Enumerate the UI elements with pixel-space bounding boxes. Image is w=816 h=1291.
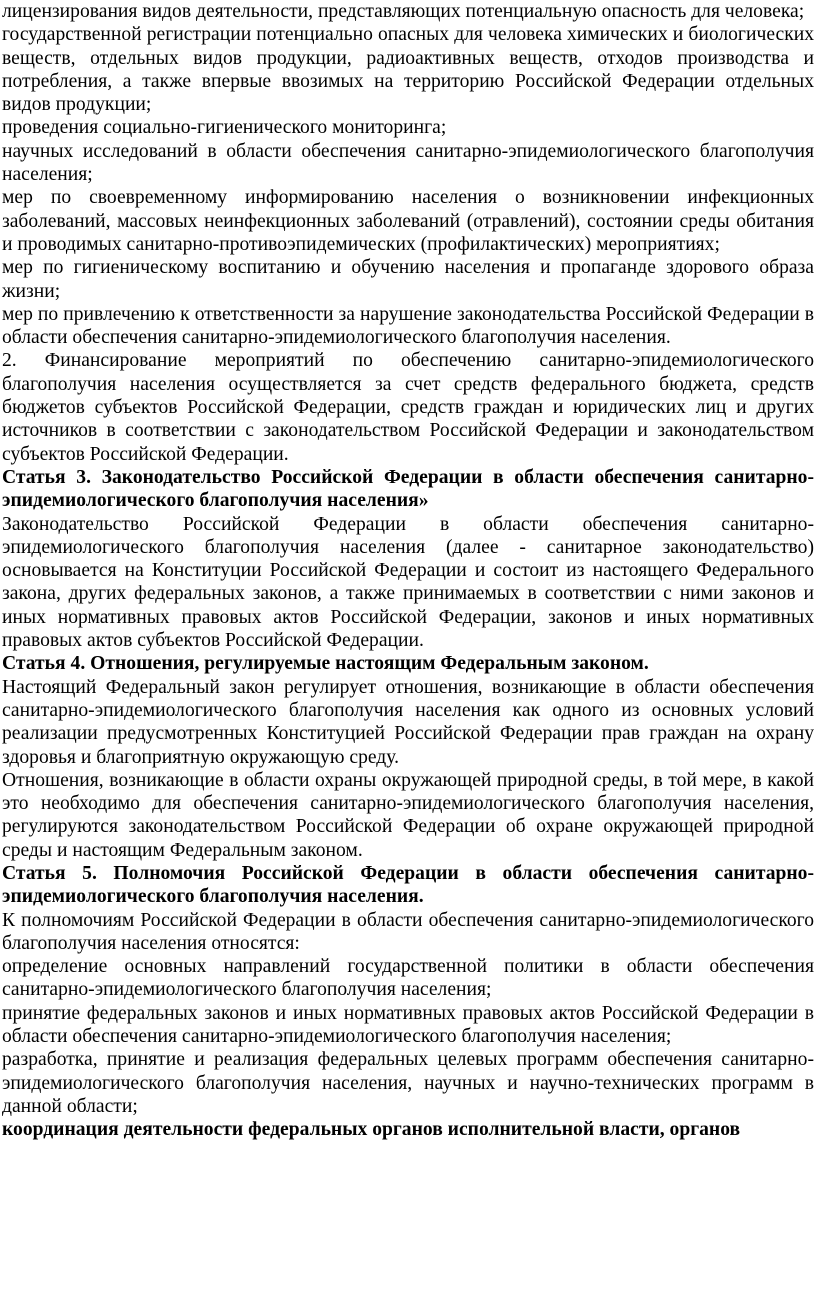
article-3-heading: Статья 3. Законодательство Российской Федерации в области обеспечения санитарно-эпидемиологического благополучия населения»	[2, 466, 814, 512]
paragraph-financing: 2. Финансирование мероприятий по обеспечению санитарно-эпидемиологического благополучия населения осуществляется за счет средств федерального бюджета, средств бюджетов субъектов Российской Федерации, средств граждан и юридических лиц и других источников в соответствии с законодательством Российской Федерации и законодательством субъектов Российской Федерации.	[2, 350, 814, 465]
paragraph-liability: мер по привлечению к ответственности за нарушение законодательства Российской Федерации в области обеспечения санитарно-эпидемиологического благополучия населения.	[2, 303, 814, 349]
paragraph-licensing: лицензирования видов деятельности, представляющих потенциальную опасность для человека;	[2, 1, 805, 22]
article-4-body-2: Отношения, возникающие в области охраны окружающей природной среды, в той мере, в какой это необходимо для обеспечения санитарно-эпидемиологического благополучия населения, регулируются законодательством Российской Федерации об охране окружающей природной среды и настоящим Федеральным законом.	[2, 769, 814, 861]
paragraph-informing-population: мер по своевременному информированию населения о возникновении инфекционных заболеваний, массовых неинфекционных заболеваний (отравлений), состоянии среды обитания и проводимых санитарно-противоэпидемических (профилактических) мероприятиях;	[2, 187, 814, 255]
article-3-body: Законодательство Российской Федерации в области обеспечения санитарно-эпидемиологического благополучия населения (далее - санитарное законодательство) основывается на Конституции Российской Федерации и состоит из настоящего Федерального закона, других федеральных законов, а также принимаемых в соответствии с ними законов и иных нормативных правовых актов Российской Федерации, законов и иных нормативных правовых актов субъектов Российской Федерации.	[2, 513, 814, 652]
paragraph-hygienic-education: мер по гигиеническому воспитанию и обучению населения и пропаганде здорового образа жизни;	[2, 257, 814, 302]
article-5-heading: Статья 5. Полномочия Российской Федерации в области обеспечения санитарно-эпидемиологического благополучия населения.	[2, 862, 814, 908]
article-4-body-1: Настоящий Федеральный закон регулирует отношения, возникающие в области обеспечения санитарно-эпидемиологического благополучия населения как одного из основных условий реализации предусмотренных Конституцией Российской Федерации прав граждан на охрану здоровья и благоприятную окружающую среду.	[2, 676, 814, 768]
paragraph-scientific-research: научных исследований в области обеспечения санитарно-эпидемиологического благополучия населения;	[2, 140, 814, 186]
article-5-item-programs: разработка, принятие и реализация федеральных целевых программ обеспечения санитарно-эпидемиологического благополучия населения, научных и научно-технических программ в данной области;	[2, 1049, 814, 1117]
article-5-item-coordination: координация деятельности федеральных органов исполнительной власти, органов	[2, 1119, 741, 1141]
paragraph-monitoring: проведения социально-гигиенического мониторинга;	[2, 117, 447, 139]
article-4-heading: Статья 4. Отношения, регулируемые настоящим Федеральным законом.	[2, 653, 649, 675]
article-5-item-laws: принятие федеральных законов и иных нормативных правовых актов Российской Федерации в области обеспечения санитарно-эпидемиологического благополучия населения;	[2, 1002, 814, 1048]
article-5-item-policy: определение основных направлений государственной политики в области обеспечения санитарно-эпидемиологического благополучия населения;	[2, 956, 814, 1001]
paragraph-state-registration: государственной регистрации потенциально опасных для человека химических и биологических веществ, отдельных видов продукции, радиоактивных веществ, отходов производства и потребления, а также впервые ввозимых на территорию Российской Федерации отдельных видов продукции;	[2, 24, 814, 116]
article-5-intro: К полномочиям Российской Федерации в области обеспечения санитарно-эпидемиологического благополучия населения относятся:	[2, 909, 814, 954]
